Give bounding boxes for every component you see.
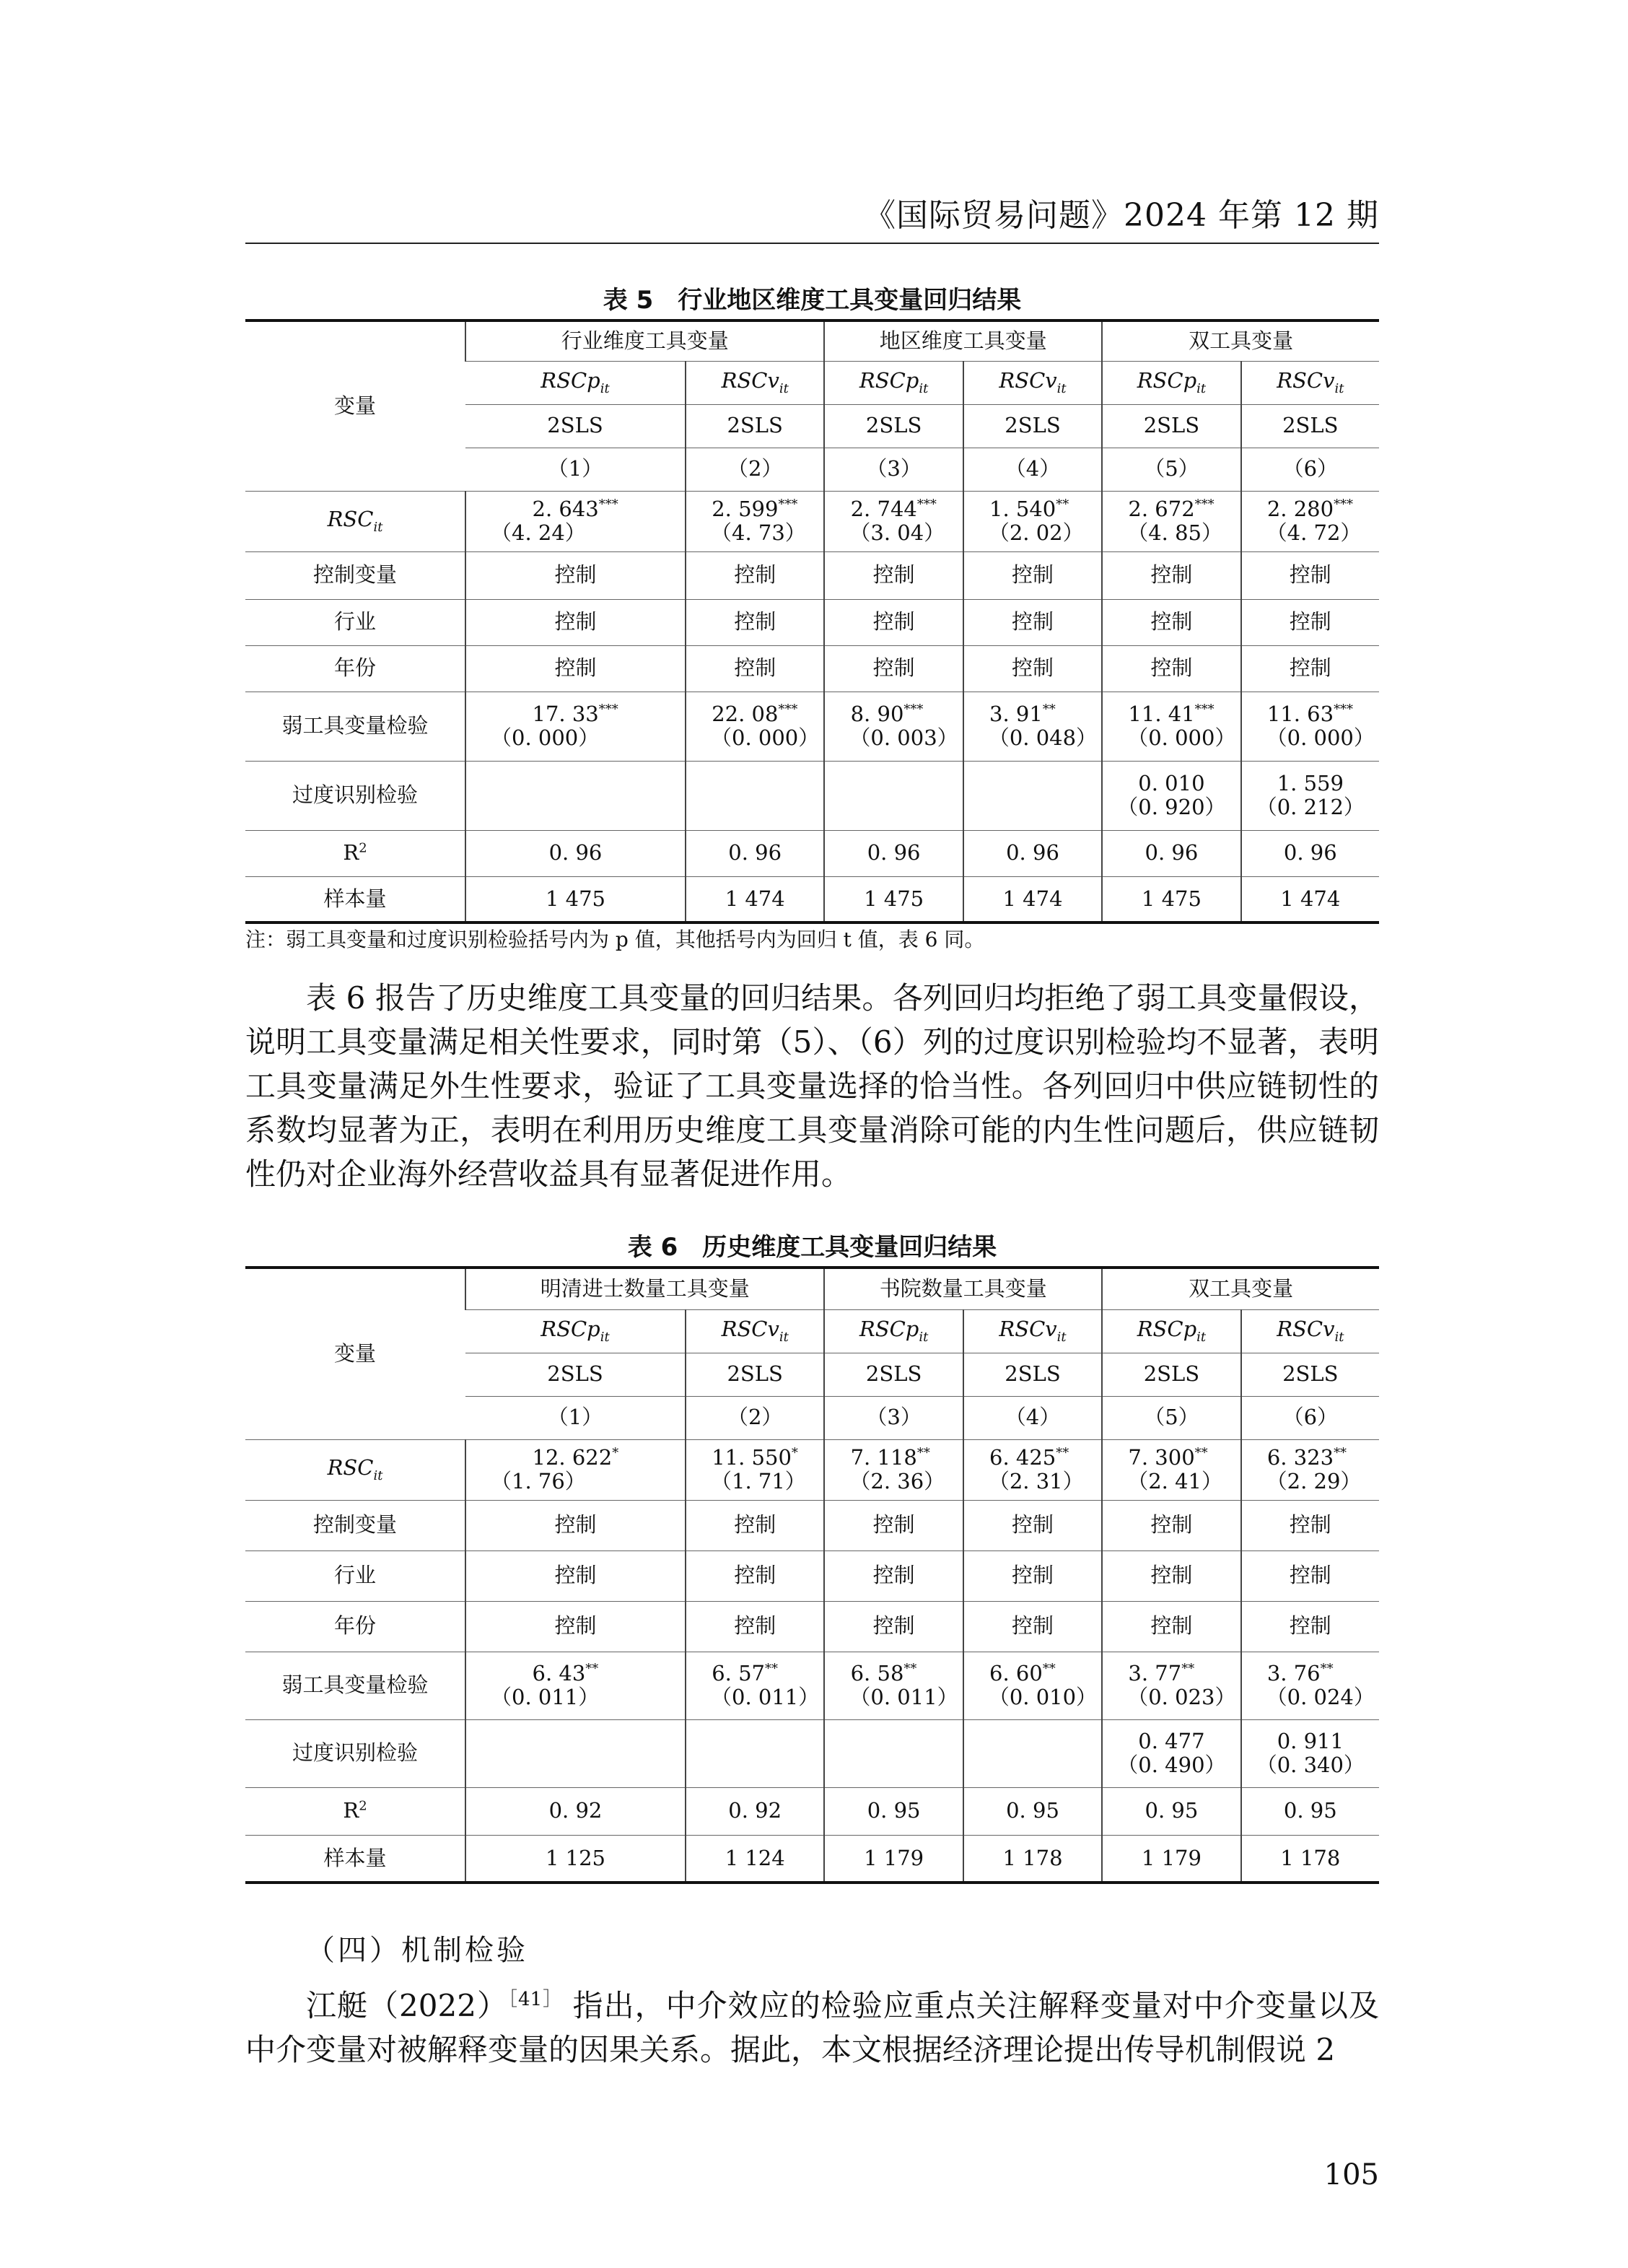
- group-header: 书院数量工具变量: [824, 1268, 1102, 1309]
- citation-author: 江艇（2022）: [306, 1988, 508, 2023]
- n-row: 样本量 1 475 1 474 1 475 1 474 1 475 1 474: [245, 876, 1379, 923]
- method: 2SLS: [1102, 404, 1240, 448]
- dep-var: RSCv$_{it}$: [1241, 361, 1379, 404]
- dep-var: RSCv$_{it}$: [963, 1309, 1102, 1353]
- method: 2SLS: [686, 404, 824, 448]
- var-header: 变量: [333, 393, 376, 419]
- row-label: 年份: [333, 655, 376, 681]
- row-label: 弱工具变量检验: [281, 713, 429, 738]
- running-head: 《国际贸易问题》2024 年第 12 期: [864, 197, 1379, 234]
- dep-var: RSCp$_{it}$: [824, 361, 963, 404]
- overid-row: 过度识别检验 0. 010 （0. 920） 1. 559 （0. 212）: [245, 761, 1379, 830]
- header-rule: [245, 243, 1379, 244]
- var-header: 变量: [333, 1341, 376, 1366]
- r2-row: $R^2$ 0. 96 0. 96 0. 96 0. 96 0. 96 0. 96: [245, 830, 1379, 876]
- r2-row: $R^2$ 0. 92 0. 92 0. 95 0. 95 0. 95 0. 95: [245, 1787, 1379, 1835]
- rsc-row: $RSC_{it}$ 12. 622* （1. 76） 11. 550* （1. 71） 7. 118** （2. 36） 6. 425** （2. 31） 7. 300** （2. 41） 6. 323** （2. 29）: [245, 1439, 1379, 1500]
- method-row: 2SLS 2SLS 2SLS 2SLS 2SLS 2SLS: [245, 1353, 1379, 1396]
- dep-var: RSCv$_{it}$: [686, 361, 824, 404]
- col-number-row: （1） （2） （3） （4） （5） （6）: [245, 1396, 1379, 1439]
- rsc-row: [245, 491, 1379, 551]
- body-paragraph: [245, 1978, 1379, 2072]
- citation-ref: ［41］: [507, 1989, 563, 2010]
- group-header: 地区维度工具变量: [824, 320, 1102, 361]
- overid-row: 过度识别检验 0. 477 （0. 490） 0. 911 （0. 340）: [245, 1719, 1379, 1787]
- col-number: （4）: [963, 448, 1102, 491]
- page-number: 105: [1323, 2158, 1379, 2191]
- control-row: 控制变量 控制 控制 控制 控制 控制 控制: [245, 551, 1379, 599]
- section-heading: （四）机制检验: [306, 1934, 528, 1967]
- group-header: 双工具变量: [1102, 320, 1379, 361]
- row-label: 样本量: [323, 886, 387, 911]
- method: 2SLS: [963, 404, 1102, 448]
- row-label: $RSC_{it}$: [327, 506, 383, 535]
- method: 2SLS: [547, 413, 603, 438]
- dep-var: RSCp$_{it}$: [1102, 1309, 1240, 1353]
- col-number: （2）: [686, 448, 824, 491]
- coef-cell: 1. 540** （2. 02）: [963, 491, 1102, 551]
- control-row: 年份 控制 控制 控制 控制 控制 控制: [245, 1601, 1379, 1652]
- row-label: $RSC_{it}$: [327, 1454, 383, 1483]
- col-number: （1）: [547, 456, 603, 481]
- col-number: （6）: [1241, 448, 1379, 491]
- table6: [245, 1266, 1379, 1884]
- method: 2SLS: [1241, 404, 1379, 448]
- coef-cell: 2. 744*** （3. 04）: [824, 491, 963, 551]
- weak-iv-row: 弱工具变量检验 17. 33*** （0. 000） 22. 08*** （0. 000） 8. 90*** （0. 003） 3. 91** （0. 048） 11. 41*** （0. 000） 11. 63*** （0. 000）: [245, 692, 1379, 761]
- dep-var: RSCp$_{it}$: [824, 1309, 963, 1353]
- dep-var: RSCv$_{it}$: [1241, 1309, 1379, 1353]
- row-label: 行业: [333, 609, 376, 634]
- col-number: （3）: [824, 448, 963, 491]
- group-header: 双工具变量: [1102, 1268, 1379, 1309]
- dep-var: RSCv$_{it}$: [963, 361, 1102, 404]
- coef-cell: 2. 643*** （4. 24）: [465, 491, 686, 551]
- control-row: 年份 控制 控制 控制 控制 控制 控制: [245, 645, 1379, 692]
- col-number: （5）: [1102, 448, 1240, 491]
- table5-caption: 表 5 行业地区维度工具变量回归结果: [603, 286, 1022, 315]
- method: 2SLS: [824, 404, 963, 448]
- table6-caption: 表 6 历史维度工具变量回归结果: [627, 1233, 997, 1262]
- paragraph-text: 指出，中介效应的检验应重点关注解释变量对中介变量以及中介变量对被解释变量的因果关系。据此，本文根据经济理论提出传导机制假说 2: [245, 1988, 1379, 2067]
- coef-cell: 2. 599*** （4. 73）: [686, 491, 824, 551]
- coef-cell: 2. 672*** （4. 85）: [1102, 491, 1240, 551]
- row-label: $R^2$: [343, 840, 367, 865]
- control-row: 行业 控制 控制 控制 控制 控制 控制: [245, 1550, 1379, 1601]
- dep-var: RSCp$_{it}$: [541, 1316, 610, 1345]
- group-header: 明清进士数量工具变量: [465, 1268, 824, 1309]
- row-label: 过度识别检验: [292, 782, 418, 808]
- table5: [245, 319, 1379, 924]
- body-paragraph: 表 6 报告了历史维度工具变量的回归结果。各列回归均拒绝了弱工具变量假设，说明工具变量满足相关性要求，同时第（5）、（6）列的过度识别检验均不显著，表明工具变量满足外生性要求，验证了工具变量选择的恰当性。各列回归中供应链韧性的系数均显著为正，表明在利用历史维度工具变量消除可能的内生性问题后，供应链韧性仍对企业海外经营收益具有显著促进作用。: [245, 980, 1379, 1192]
- group-header: 行业维度工具变量: [465, 320, 824, 361]
- dep-var: RSCv$_{it}$: [686, 1309, 824, 1353]
- dep-var: RSCp$_{it}$: [541, 367, 610, 396]
- dep-var: RSCp$_{it}$: [1102, 361, 1240, 404]
- n-row: 样本量 1 125 1 124 1 179 1 178 1 179 1 178: [245, 1835, 1379, 1883]
- control-row: 控制变量 控制 控制 控制 控制 控制 控制: [245, 1500, 1379, 1550]
- control-row: 行业 控制 控制 控制 控制 控制 控制: [245, 599, 1379, 645]
- row-label: 控制变量: [312, 562, 397, 588]
- coef-cell: 2. 280*** （4. 72）: [1241, 491, 1379, 551]
- table-note: 注：弱工具变量和过度识别检验括号内为 p 值，其他括号内为回归 t 值，表 6 同。: [245, 928, 985, 951]
- weak-iv-row: 弱工具变量检验 6. 43** （0. 011） 6. 57** （0. 011） 6. 58** （0. 011） 6. 60** （0. 010） 3. 77** （0. 023） 3. 76** （0. 024）: [245, 1652, 1379, 1719]
